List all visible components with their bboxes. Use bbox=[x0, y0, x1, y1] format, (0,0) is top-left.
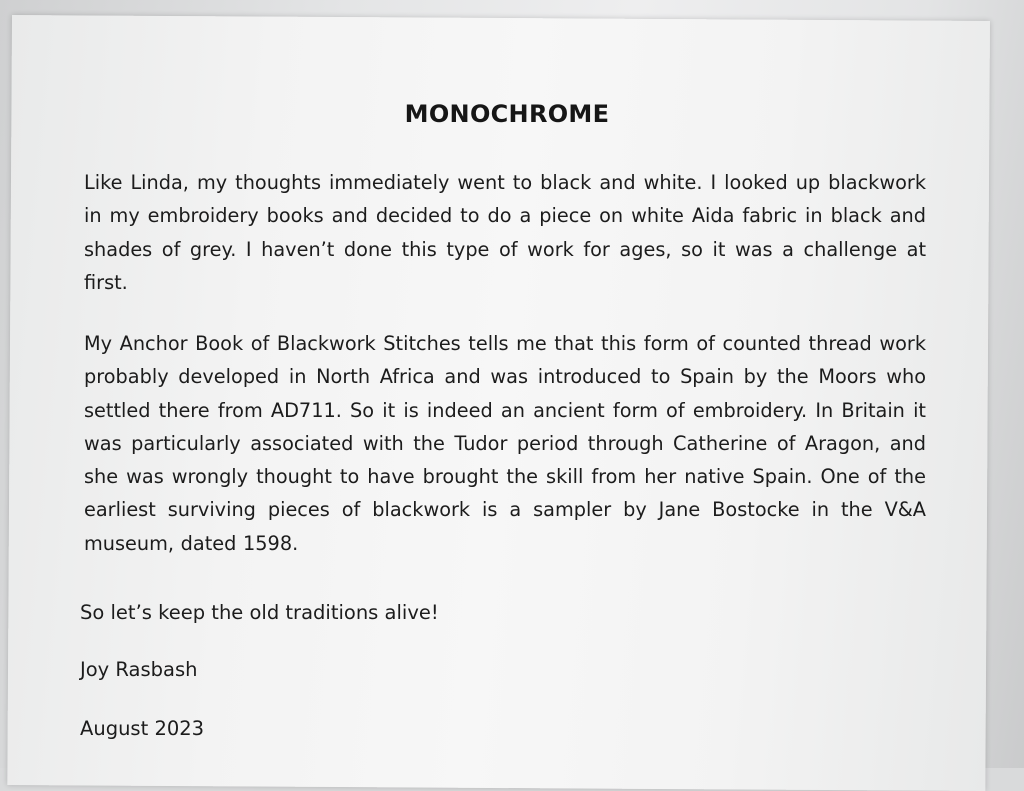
closing-line: So let’s keep the old traditions alive! bbox=[80, 601, 439, 624]
paragraph-history: My Anchor Book of Blackwork Stitches tells me that this form of counted thread work probably developed in North Africa and was introduced to Spain by the Moors who settled there from AD711. So it is indeed an ancient form of embroidery. In Britain it was particularly associated with the Tudor period through Catherine of Aragon, and she was wrongly thought to have brought the skill from her native Spain. One of the earliest surviving pieces of blackwork is a sampler by Jane Bostocke in the V&A museum, dated 1598. bbox=[84, 332, 926, 555]
paragraph-intro: Like Linda, my thoughts immediately went to black and white. I looked up blackwork in my embroidery books and decided to do a piece on white Aida fabric in black and shades of grey. I haven’t done this type of work for ages, so it was a challenge at first. bbox=[84, 171, 926, 294]
document-title: MONOCHROME bbox=[404, 100, 610, 128]
document-date: August 2023 bbox=[80, 717, 205, 740]
author-name: Joy Rasbash bbox=[80, 658, 198, 681]
